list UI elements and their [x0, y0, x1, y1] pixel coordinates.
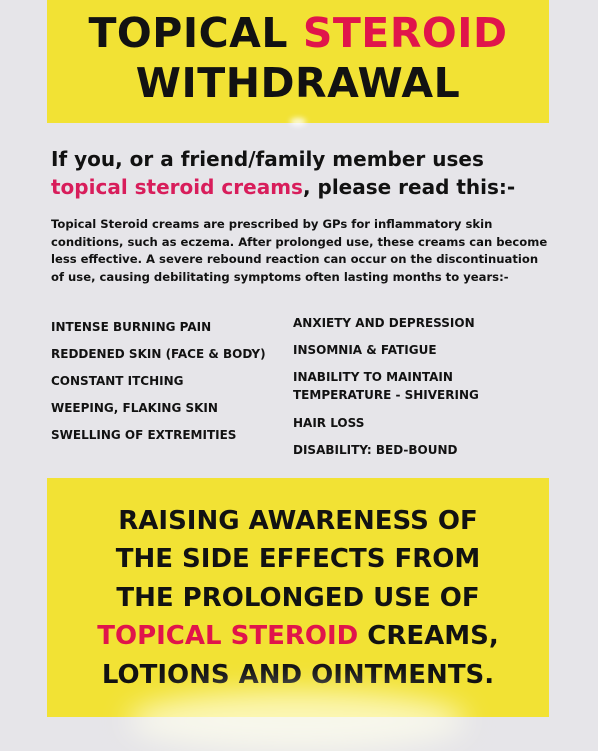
symptom-item: ANXIETY AND DEPRESSION — [293, 316, 475, 330]
symptom-item: TEMPERATURE - SHIVERING — [293, 388, 479, 402]
symptom-item: WEEPING, FLAKING SKIN — [51, 401, 218, 415]
awareness-line-3: THE PROLONGED USE OF — [116, 583, 480, 613]
awareness-banner — [47, 478, 549, 717]
title-word-steroid: STEROID — [302, 9, 508, 57]
awareness-highlight: TOPICAL STEROID — [97, 621, 359, 651]
intro-heading — [51, 145, 571, 201]
page-title — [47, 0, 549, 108]
awareness-line-4 — [47, 619, 549, 653]
symptom-item: INABILITY TO MAINTAIN — [293, 370, 453, 384]
title-word-withdrawal: WITHDRAWAL — [135, 59, 461, 107]
symptom-item: INSOMNIA & FATIGUE — [293, 343, 437, 357]
intro-heading-line1: If you, or a friend/family member uses — [51, 147, 484, 171]
intro-body: Topical Steroid creams are prescribed by GPs for inflammatory skin conditions, such as eczema. After prolonged use, these creams can become less effective. A severe rebound reaction can occur on the discontinuation of use, causing debilitating symptoms often lasting months to years:- — [51, 217, 548, 285]
awareness-line-2: THE SIDE EFFECTS FROM — [115, 544, 481, 574]
title-banner — [47, 0, 549, 123]
symptom-item: DISABILITY: BED-BOUND — [293, 443, 458, 457]
symptom-item: CONSTANT ITCHING — [51, 374, 184, 388]
light-glare — [290, 118, 306, 126]
symptom-item: SWELLING OF EXTREMITIES — [51, 428, 237, 442]
awareness-line-5: LOTIONS AND OINTMENTS. — [101, 660, 495, 690]
title-word-topical: TOPICAL — [88, 9, 303, 57]
symptom-item: INTENSE BURNING PAIN — [51, 320, 212, 334]
symptom-item: REDDENED SKIN (FACE & BODY) — [51, 347, 266, 361]
awareness-line-4-tail: CREAMS, — [358, 621, 499, 651]
intro-heading-highlight: topical steroid creams — [51, 175, 303, 199]
awareness-line-1: RAISING AWARENESS OF — [118, 506, 478, 536]
intro-heading-tail: , please read this:- — [302, 175, 516, 199]
light-glare-bottom — [127, 691, 467, 751]
symptom-item: HAIR LOSS — [293, 416, 365, 430]
